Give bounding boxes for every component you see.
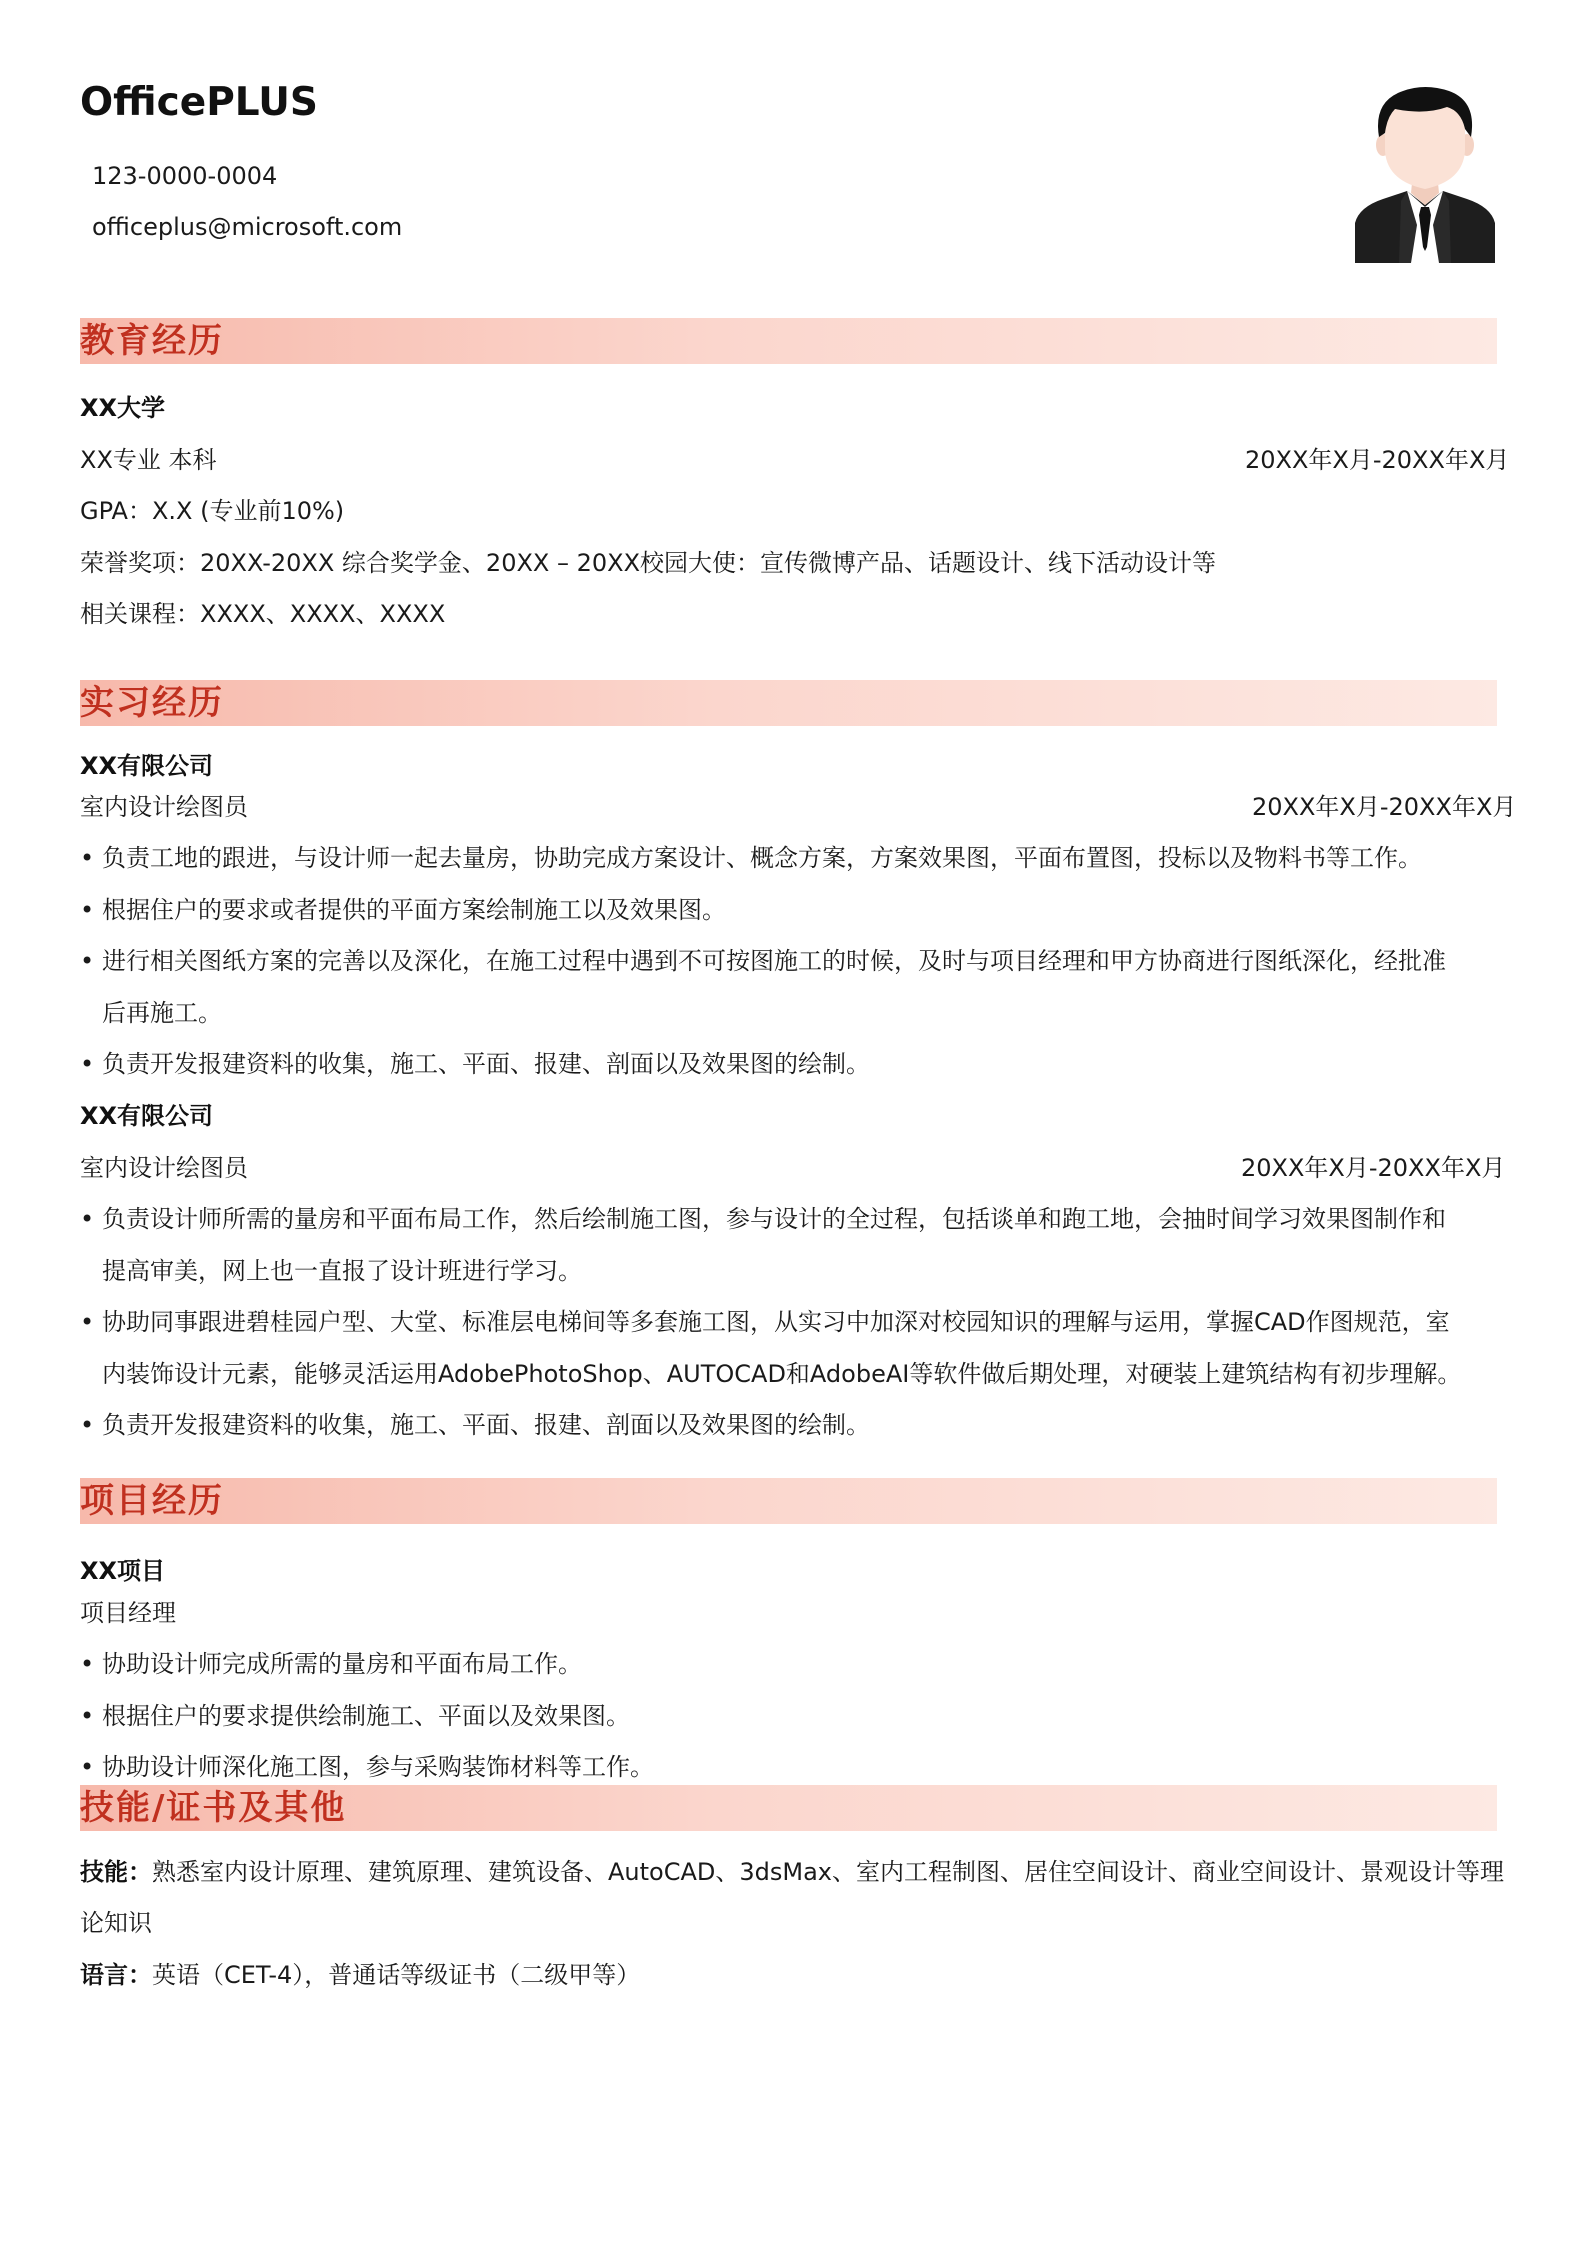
list-item: • 协助设计师深化施工图，参与采购装饰材料等工作。 xyxy=(80,1753,654,1781)
list-item: • 进行相关图纸方案的完善以及深化，在施工过程中遇到不可按图施工的时候，及时与项目经理和甲方协商进行图纸深化，经批准 xyxy=(80,947,1446,975)
job-date: 20XX年X月-20XX年X月 xyxy=(1241,1154,1506,1182)
candidate-name: OfficePLUS xyxy=(80,80,319,125)
internship-section-title: 实习经历 xyxy=(80,683,224,723)
list-item: • 负责工地的跟进，与设计师一起去量房，协助完成方案设计、概念方案，方案效果图，平面布置图，投标以及物料书等工作。 xyxy=(80,844,1422,872)
internship-section-header xyxy=(80,680,1497,726)
skills-label: 技能： xyxy=(80,1858,152,1886)
list-item-continuation: 提高审美，网上也一直报了设计班进行学习。 xyxy=(102,1257,582,1285)
major-degree: XX专业 本科 xyxy=(80,446,217,474)
job-company: XX有限公司 xyxy=(80,752,214,780)
honors: 荣誉奖项：20XX-20XX 综合奖学金、20XX – 20XX校园大使：宣传微博产品、话题设计、线下活动设计等 xyxy=(80,549,1217,577)
job-company: XX有限公司 xyxy=(80,1102,214,1130)
project-section-header xyxy=(80,1478,1497,1524)
bullet-icon: • xyxy=(80,1650,95,1678)
job-role: 室内设计绘图员 xyxy=(80,1154,248,1182)
bullet-icon: • xyxy=(80,1411,95,1439)
bullet-icon: • xyxy=(80,947,95,975)
job-role: 室内设计绘图员 xyxy=(80,793,248,821)
skills-section-title: 技能/证书及其他 xyxy=(80,1788,347,1828)
project-role: 项目经理 xyxy=(80,1599,176,1627)
project-name: XX项目 xyxy=(80,1557,166,1585)
list-item-continuation: 内装饰设计元素，能够灵活运用AdobePhotoShop、AUTOCAD和AdobeAI等软件做后期处理，对硬装上建筑结构有初步理解。 xyxy=(102,1360,1462,1388)
list-item: • 负责开发报建资料的收集，施工、平面、报建、剖面以及效果图的绘制。 xyxy=(80,1050,870,1078)
education-date: 20XX年X月-20XX年X月 xyxy=(1245,446,1510,474)
list-item: • 负责设计师所需的量房和平面布局工作，然后绘制施工图，参与设计的全过程，包括谈单和跑工地，会抽时间学习效果图制作和 xyxy=(80,1205,1446,1233)
job-date: 20XX年X月-20XX年X月 xyxy=(1252,793,1517,821)
skills-line xyxy=(80,1852,1504,1887)
bullet-icon: • xyxy=(80,844,95,872)
school-name: XX大学 xyxy=(80,394,166,422)
bullet-icon: • xyxy=(80,1753,95,1781)
gpa: GPA：X.X (专业前10%) xyxy=(80,497,345,525)
list-item: • 协助设计师完成所需的量房和平面布局工作。 xyxy=(80,1650,582,1678)
language-line xyxy=(80,1955,640,1990)
project-section-title: 项目经历 xyxy=(80,1481,224,1521)
language-label: 语言： xyxy=(80,1961,152,1989)
skills-section-header xyxy=(80,1785,1497,1831)
education-section-title: 教育经历 xyxy=(80,321,224,361)
education-section-header xyxy=(80,318,1497,364)
skills-text: 熟悉室内设计原理、建筑原理、建筑设备、AutoCAD、3dsMax、室内工程制图、居住空间设计、商业空间设计、景观设计等理 xyxy=(152,1858,1505,1886)
list-item: • 根据住户的要求或者提供的平面方案绘制施工以及效果图。 xyxy=(80,896,726,924)
person-avatar-icon xyxy=(1355,85,1495,263)
list-item-continuation: 后再施工。 xyxy=(102,999,222,1027)
courses: 相关课程：XXXX、XXXX、XXXX xyxy=(80,600,446,628)
bullet-icon: • xyxy=(80,896,95,924)
list-item: • 根据住户的要求提供绘制施工、平面以及效果图。 xyxy=(80,1702,630,1730)
list-item: • 负责开发报建资料的收集，施工、平面、报建、剖面以及效果图的绘制。 xyxy=(80,1411,870,1439)
skills-line-continuation: 论知识 xyxy=(80,1909,152,1937)
bullet-icon: • xyxy=(80,1308,95,1336)
language-text: 英语（CET-4），普通话等级证书（二级甲等） xyxy=(152,1961,641,1989)
list-item: • 协助同事跟进碧桂园户型、大堂、标准层电梯间等多套施工图，从实习中加深对校园知识的理解与运用，掌握CAD作图规范，室 xyxy=(80,1308,1450,1336)
phone-number: 123-0000-0004 xyxy=(92,162,278,190)
bullet-icon: • xyxy=(80,1702,95,1730)
bullet-icon: • xyxy=(80,1205,95,1233)
email-address: officeplus@microsoft.com xyxy=(92,213,403,241)
bullet-icon: • xyxy=(80,1050,95,1078)
